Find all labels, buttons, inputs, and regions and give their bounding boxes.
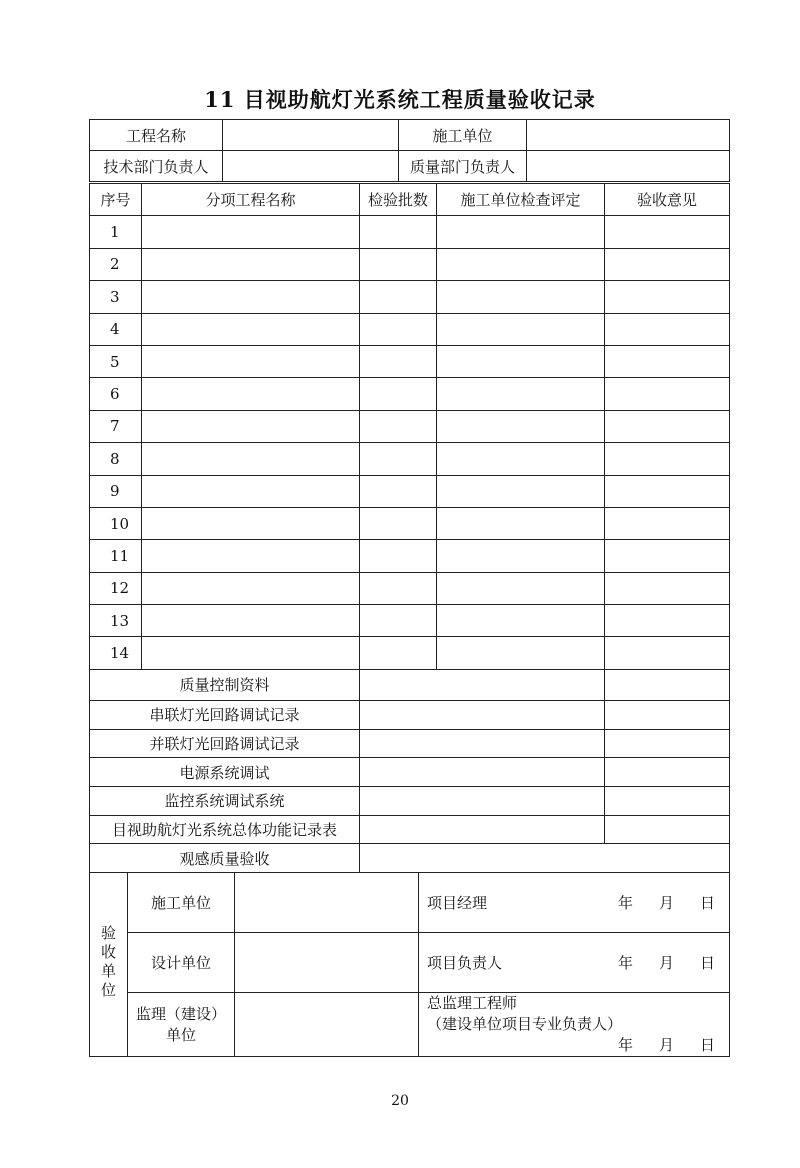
- batch-count-cell[interactable]: [360, 475, 437, 507]
- table-row: [90, 637, 730, 669]
- row-number: 1: [90, 216, 142, 248]
- date-month: 月: [658, 954, 674, 972]
- role-project-lead: 项目负责人: [427, 954, 503, 972]
- qc-opinion-cell[interactable]: [605, 700, 730, 729]
- col-header-opinion: 验收意见: [605, 184, 730, 216]
- qc-opinion-cell[interactable]: [605, 669, 730, 700]
- qc-opinion-cell[interactable]: [605, 815, 730, 844]
- batch-count-cell[interactable]: [360, 605, 437, 637]
- opinion-cell[interactable]: [605, 507, 730, 539]
- eval-cell[interactable]: [437, 540, 605, 572]
- acceptance-unit-design: 设计单位: [128, 933, 235, 993]
- project-name-label: 工程名称: [90, 120, 223, 151]
- row-number: 3: [90, 281, 142, 313]
- col-header-name: 分项工程名称: [142, 184, 360, 216]
- opinion-cell[interactable]: [605, 572, 730, 604]
- opinion-cell[interactable]: [605, 443, 730, 475]
- construction-unit-label: 施工单位: [399, 120, 527, 151]
- item-name-cell[interactable]: [142, 443, 360, 475]
- acceptance-group-label: [90, 873, 128, 1057]
- table-row: [90, 540, 730, 572]
- row-number: 5: [90, 345, 142, 377]
- table-row: [90, 507, 730, 539]
- eval-cell[interactable]: [437, 378, 605, 410]
- quality-dept-label: 质量部门负责人: [399, 151, 527, 182]
- date-year: 年: [617, 954, 633, 972]
- table-row: [90, 572, 730, 604]
- table-row: [90, 313, 730, 345]
- batch-count-cell[interactable]: [360, 248, 437, 280]
- acceptance-unit-construction: 施工单位: [128, 873, 235, 933]
- eval-cell[interactable]: [437, 410, 605, 442]
- opinion-cell[interactable]: [605, 605, 730, 637]
- opinion-cell[interactable]: [605, 540, 730, 572]
- item-name-cell[interactable]: [142, 248, 360, 280]
- eval-cell[interactable]: [437, 605, 605, 637]
- table-row: [90, 345, 730, 377]
- eval-cell[interactable]: [437, 572, 605, 604]
- project-info-table: [89, 119, 730, 182]
- page-title: 11 目视助航灯光系统工程质量验收记录: [204, 87, 596, 112]
- date-day: 日: [699, 894, 715, 912]
- role-chief-supervisor: 总监理工程师: [427, 994, 518, 1012]
- eval-cell[interactable]: [437, 248, 605, 280]
- batch-count-cell[interactable]: [360, 637, 437, 669]
- table-row: [90, 248, 730, 280]
- qc-value-cell[interactable]: [360, 844, 730, 873]
- role-cell-design: [419, 933, 730, 993]
- batch-count-cell[interactable]: [360, 410, 437, 442]
- item-name-cell[interactable]: [142, 281, 360, 313]
- qc-value-cell[interactable]: [360, 786, 605, 815]
- eval-cell[interactable]: [437, 345, 605, 377]
- item-name-cell[interactable]: [142, 572, 360, 604]
- date-day: 日: [699, 954, 715, 972]
- signature-field-construction[interactable]: [235, 873, 419, 933]
- signature-field-supervision[interactable]: [235, 993, 419, 1057]
- eval-cell[interactable]: [437, 313, 605, 345]
- col-header-seq: 序号: [90, 184, 142, 216]
- item-name-cell[interactable]: [142, 605, 360, 637]
- opinion-cell[interactable]: [605, 313, 730, 345]
- item-name-cell[interactable]: [142, 507, 360, 539]
- batch-count-cell[interactable]: [360, 378, 437, 410]
- row-number: 13: [90, 605, 142, 637]
- row-number: 10: [90, 507, 142, 539]
- table-row: [90, 410, 730, 442]
- unit-line-1: 监理（建设）: [135, 1004, 226, 1023]
- date-month: 月: [658, 1036, 674, 1054]
- date-design[interactable]: [618, 952, 729, 973]
- opinion-cell[interactable]: [605, 378, 730, 410]
- date-day: 日: [699, 1036, 715, 1054]
- date-construction[interactable]: [618, 892, 729, 913]
- role-cell-construction: [419, 873, 730, 933]
- item-name-cell[interactable]: [142, 410, 360, 442]
- role-owner-lead: （建设单位项目专业负责人）: [427, 1015, 623, 1033]
- qc-label: 监控系统调试系统: [90, 786, 360, 815]
- batch-count-cell[interactable]: [360, 507, 437, 539]
- table-row: [90, 475, 730, 507]
- item-name-cell[interactable]: [142, 216, 360, 248]
- qc-value-cell[interactable]: [360, 815, 605, 844]
- qc-row: [90, 700, 730, 729]
- row-number: 11: [90, 540, 142, 572]
- row-number: 12: [90, 572, 142, 604]
- qc-row: [90, 815, 730, 844]
- quality-dept-field[interactable]: [527, 151, 730, 182]
- col-header-batch: 检验批数: [360, 184, 437, 216]
- tech-dept-field[interactable]: [223, 151, 399, 182]
- batch-count-cell[interactable]: [360, 313, 437, 345]
- acceptance-group-text: 验收单位: [99, 924, 117, 1001]
- row-number: 2: [90, 248, 142, 280]
- date-year: 年: [617, 894, 633, 912]
- item-name-cell[interactable]: [142, 637, 360, 669]
- qc-label: 并联灯光回路调试记录: [90, 729, 360, 758]
- item-name-cell[interactable]: [142, 475, 360, 507]
- date-year: 年: [617, 1036, 633, 1054]
- acceptance-table: [89, 872, 730, 1057]
- opinion-cell[interactable]: [605, 637, 730, 669]
- unit-line-2: 单位: [165, 1025, 196, 1044]
- row-number: 8: [90, 443, 142, 475]
- eval-cell[interactable]: [437, 216, 605, 248]
- batch-count-cell[interactable]: [360, 281, 437, 313]
- signature-field-design[interactable]: [235, 933, 419, 993]
- qc-value-cell[interactable]: [360, 729, 605, 758]
- eval-cell[interactable]: [437, 637, 605, 669]
- row-number: 9: [90, 475, 142, 507]
- table-row: [90, 443, 730, 475]
- qc-label: 目视助航灯光系统总体功能记录表: [90, 815, 360, 844]
- row-number: 6: [90, 378, 142, 410]
- table-row: [90, 378, 730, 410]
- date-supervision[interactable]: [618, 1035, 729, 1056]
- eval-cell[interactable]: [437, 475, 605, 507]
- batch-count-cell[interactable]: [360, 216, 437, 248]
- table-row: [90, 281, 730, 313]
- row-number: 4: [90, 313, 142, 345]
- item-name-cell[interactable]: [142, 540, 360, 572]
- eval-cell[interactable]: [437, 507, 605, 539]
- qc-row: [90, 758, 730, 787]
- qc-value-cell[interactable]: [360, 758, 605, 787]
- batch-count-cell[interactable]: [360, 572, 437, 604]
- opinion-cell[interactable]: [605, 281, 730, 313]
- item-name-cell[interactable]: [142, 345, 360, 377]
- item-name-cell[interactable]: [142, 313, 360, 345]
- opinion-cell[interactable]: [605, 475, 730, 507]
- acceptance-unit-supervision: [128, 993, 235, 1057]
- page-number: 20: [391, 1093, 409, 1109]
- construction-unit-field[interactable]: [527, 120, 730, 151]
- opinion-cell[interactable]: [605, 345, 730, 377]
- qc-label: 电源系统调试: [90, 758, 360, 787]
- qc-label: 质量控制资料: [90, 669, 360, 700]
- eval-cell[interactable]: [437, 281, 605, 313]
- batch-count-cell[interactable]: [360, 443, 437, 475]
- opinion-cell[interactable]: [605, 216, 730, 248]
- qc-opinion-cell[interactable]: [605, 758, 730, 787]
- qc-label: 观感质量验收: [90, 844, 360, 873]
- qc-value-cell[interactable]: [360, 700, 605, 729]
- row-number: 14: [90, 637, 142, 669]
- qc-row: [90, 844, 730, 873]
- opinion-cell[interactable]: [605, 248, 730, 280]
- items-table: [89, 183, 730, 873]
- qc-opinion-cell[interactable]: [605, 729, 730, 758]
- opinion-cell[interactable]: [605, 410, 730, 442]
- role-cell-supervision: [419, 993, 730, 1057]
- qc-row: [90, 729, 730, 758]
- table-row: [90, 605, 730, 637]
- qc-opinion-cell[interactable]: [605, 786, 730, 815]
- col-header-eval: 施工单位检查评定: [437, 184, 605, 216]
- table-row: [90, 216, 730, 248]
- qc-value-cell[interactable]: [360, 669, 605, 700]
- qc-row: [90, 786, 730, 815]
- qc-row: [90, 669, 730, 700]
- qc-label: 串联灯光回路调试记录: [90, 700, 360, 729]
- role-project-manager: 项目经理: [427, 894, 488, 912]
- project-name-field[interactable]: [223, 120, 399, 151]
- date-month: 月: [658, 894, 674, 912]
- row-number: 7: [90, 410, 142, 442]
- eval-cell[interactable]: [437, 443, 605, 475]
- item-name-cell[interactable]: [142, 378, 360, 410]
- tech-dept-label: 技术部门负责人: [90, 151, 223, 182]
- batch-count-cell[interactable]: [360, 345, 437, 377]
- batch-count-cell[interactable]: [360, 540, 437, 572]
